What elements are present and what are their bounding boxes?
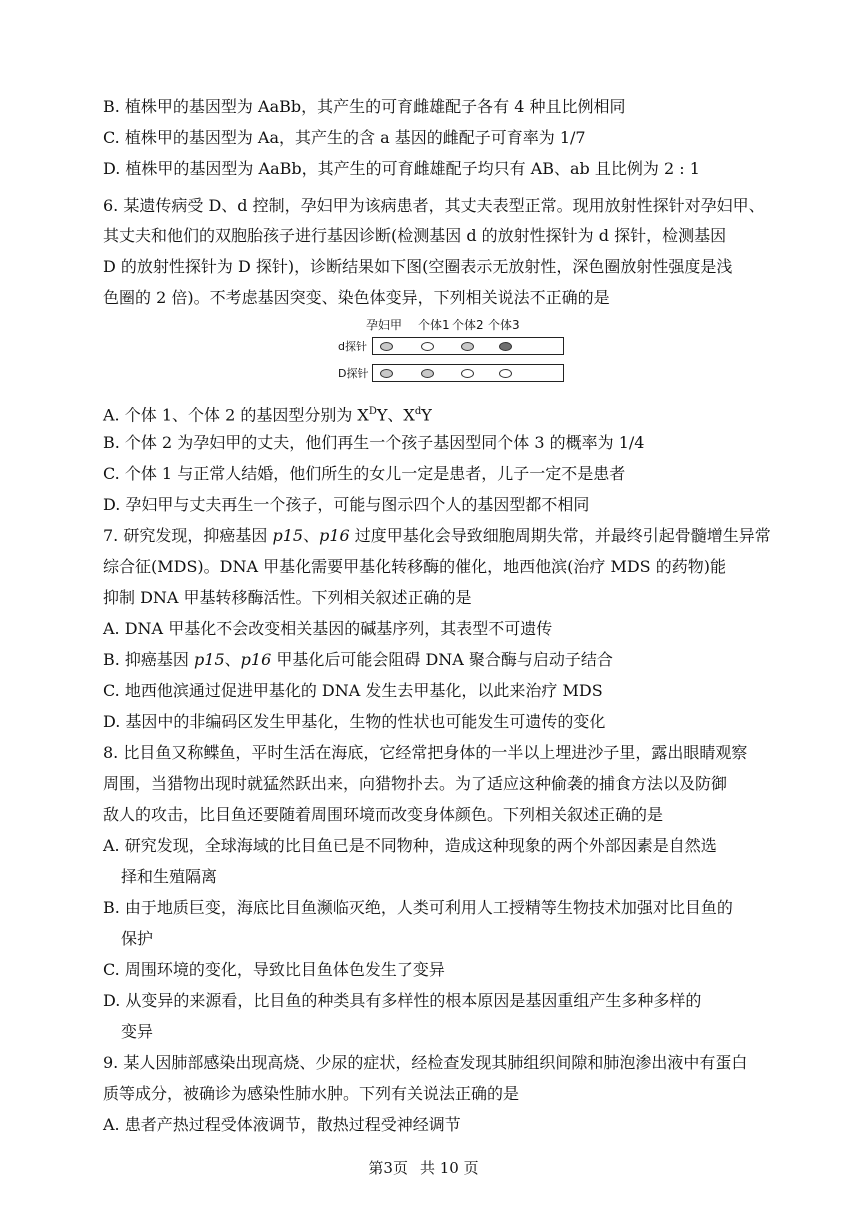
q6a-text: Y、X [376,405,415,425]
q7b-text: B. 抑癌基因 [103,650,195,669]
probe-dot [380,342,393,351]
page-number: 第3页 [368,1159,408,1177]
q5-option-b: B. 植株甲的基因型为 AaBb，其产生的可育雌雄配子各有 4 种且比例相同 [103,97,626,116]
q6-option-b: B. 个体 2 为孕妇甲的丈夫，他们再生一个孩子基因型同个体 3 的概率为 1/4 [103,433,645,452]
q6-option-a [103,401,432,426]
q6-stem-line-4: 色圈的 2 倍)。不考虑基因突变、染色体变异，下列相关说法不正确的是 [103,288,610,307]
q7-option-a: A. DNA 甲基化不会改变相关基因的碱基序列，其表型不可遗传 [103,619,553,638]
q7-text: 7. 研究发现，抑癌基因 [103,526,273,545]
probe-dot [499,342,512,351]
q8-stem-line-3: 敌人的攻击，比目鱼还要随着周围环境而改变身体颜色。下列相关叙述正确的是 [103,805,664,824]
q9-option-a: A. 患者产热过程受体液调节，散热过程受神经调节 [103,1115,461,1134]
q8-option-b: B. 由于地质巨变，海底比目鱼濒临灭绝，人类可利用人工授精等生物技术加强对比目鱼的 [103,898,733,917]
q6-option-c: C. 个体 1 与正常人结婚，他们所生的女儿一定是患者，儿子一定不是患者 [103,464,626,483]
figure-header: 孕妇甲 [366,318,403,332]
d-probe-label: d探针 [338,340,367,353]
q7-text: 、 [303,526,320,545]
d-probe-row [372,337,564,355]
q6-stem-line-1: 6. 某遗传病受 D、d 控制，孕妇甲为该病患者，其丈夫表型正常。现用放射性探针对孕妇甲、 [103,196,765,215]
q7-stem-line-2: 综合征(MDS)。DNA 甲基化需要甲基化转移酶的催化，地西他滨(治疗 MDS 的药物)能 [103,557,726,576]
q6a-text: Y [421,405,432,425]
q6a-sup: d [414,406,422,417]
q8-option-b-cont: 保护 [121,929,154,948]
q7-text: 过度甲基化会导致细胞周期失常，并最终引起骨髓增生异常 [349,526,771,545]
gene-name: p15 [272,526,304,545]
q7-stem-line-1 [103,525,771,547]
q5-option-c: C. 植株甲的基因型为 Aa，其产生的含 a 基因的雌配子可育率为 1/7 [103,128,586,147]
D-probe-label: D探针 [338,367,369,380]
q8-option-a: A. 研究发现，全球海域的比目鱼已是不同物种，造成这种现象的两个外部因素是自然选 [103,836,717,855]
probe-dot [421,369,434,378]
q6-stem-line-2: 其丈夫和他们的双胞胎孩子进行基因诊断(检测基因 d 的放射性探针为 d 探针，检测基因 [103,226,727,245]
q8-stem-line-1: 8. 比目鱼又称鲽鱼，平时生活在海底，它经常把身体的一半以上埋进沙子里，露出眼睛观察 [103,743,748,762]
probe-dot [421,342,434,351]
q8-option-a-cont: 择和生殖隔离 [121,867,218,886]
probe-dot [461,342,474,351]
probe-dot [499,369,512,378]
q7-stem-line-3: 抑制 DNA 甲基转移酶活性。下列相关叙述正确的是 [103,588,472,607]
gene-name: p15 [194,650,225,669]
q9-stem-line-2: 质等成分，被确诊为感染性肺水肿。下列有关说法正确的是 [103,1084,520,1103]
figure-header: 个体3 [488,318,520,332]
q7-option-b [103,649,613,671]
q8-option-d-cont: 变异 [121,1022,154,1041]
q6a-sup: D [368,406,377,417]
q6a-text: A. 个体 1、个体 2 的基因型分别为 X [103,405,369,425]
q6-option-d: D. 孕妇甲与丈夫再生一个孩子，可能与图示四个人的基因型都不相同 [103,495,590,514]
q9-stem-line-1: 9. 某人因肺部感染出现高烧、少尿的症状，经检查发现其肺组织间隙和肺泡渗出液中有蛋白 [103,1053,748,1072]
probe-diagram [338,318,538,386]
figure-header: 个体1 [418,318,450,332]
q7b-text: 甲基化后可能会阻碍 DNA 聚合酶与启动子结合 [271,650,613,669]
q8-option-d: D. 从变异的来源看，比目鱼的种类具有多样性的根本原因是基因重组产生多种多样的 [103,991,702,1010]
gene-name: p16 [319,526,350,545]
gene-name: p16 [240,650,272,669]
q8-stem-line-2: 周围，当猎物出现时就猛然跃出来，向猎物扑去。为了适应这种偷袭的捕食方法以及防御 [103,774,728,793]
q5-option-d: D. 植株甲的基因型为 AaBb，其产生的可育雌雄配子均只有 AB、ab 且比例为 2 : 1 [103,159,700,178]
probe-dot [461,369,474,378]
probe-dot [380,369,393,378]
q7b-text: 、 [224,650,241,669]
page-total: 共 10 页 [419,1159,479,1177]
q7-option-c: C. 地西他滨通过促进甲基化的 DNA 发生去甲基化，以此来治疗 MDS [103,681,603,700]
page-footer [0,1158,847,1178]
q6-stem-line-3: D 的放射性探针为 D 探针)，诊断结果如下图(空圈表示无放射性，深色圈放射性强度是浅 [103,257,733,276]
q8-option-c: C. 周围环境的变化，导致比目鱼体色发生了变异 [103,960,445,979]
q7-option-d: D. 基因中的非编码区发生甲基化，生物的性状也可能发生可遗传的变化 [103,712,606,731]
figure-header: 个体2 [452,318,484,332]
D-probe-row [372,364,564,382]
